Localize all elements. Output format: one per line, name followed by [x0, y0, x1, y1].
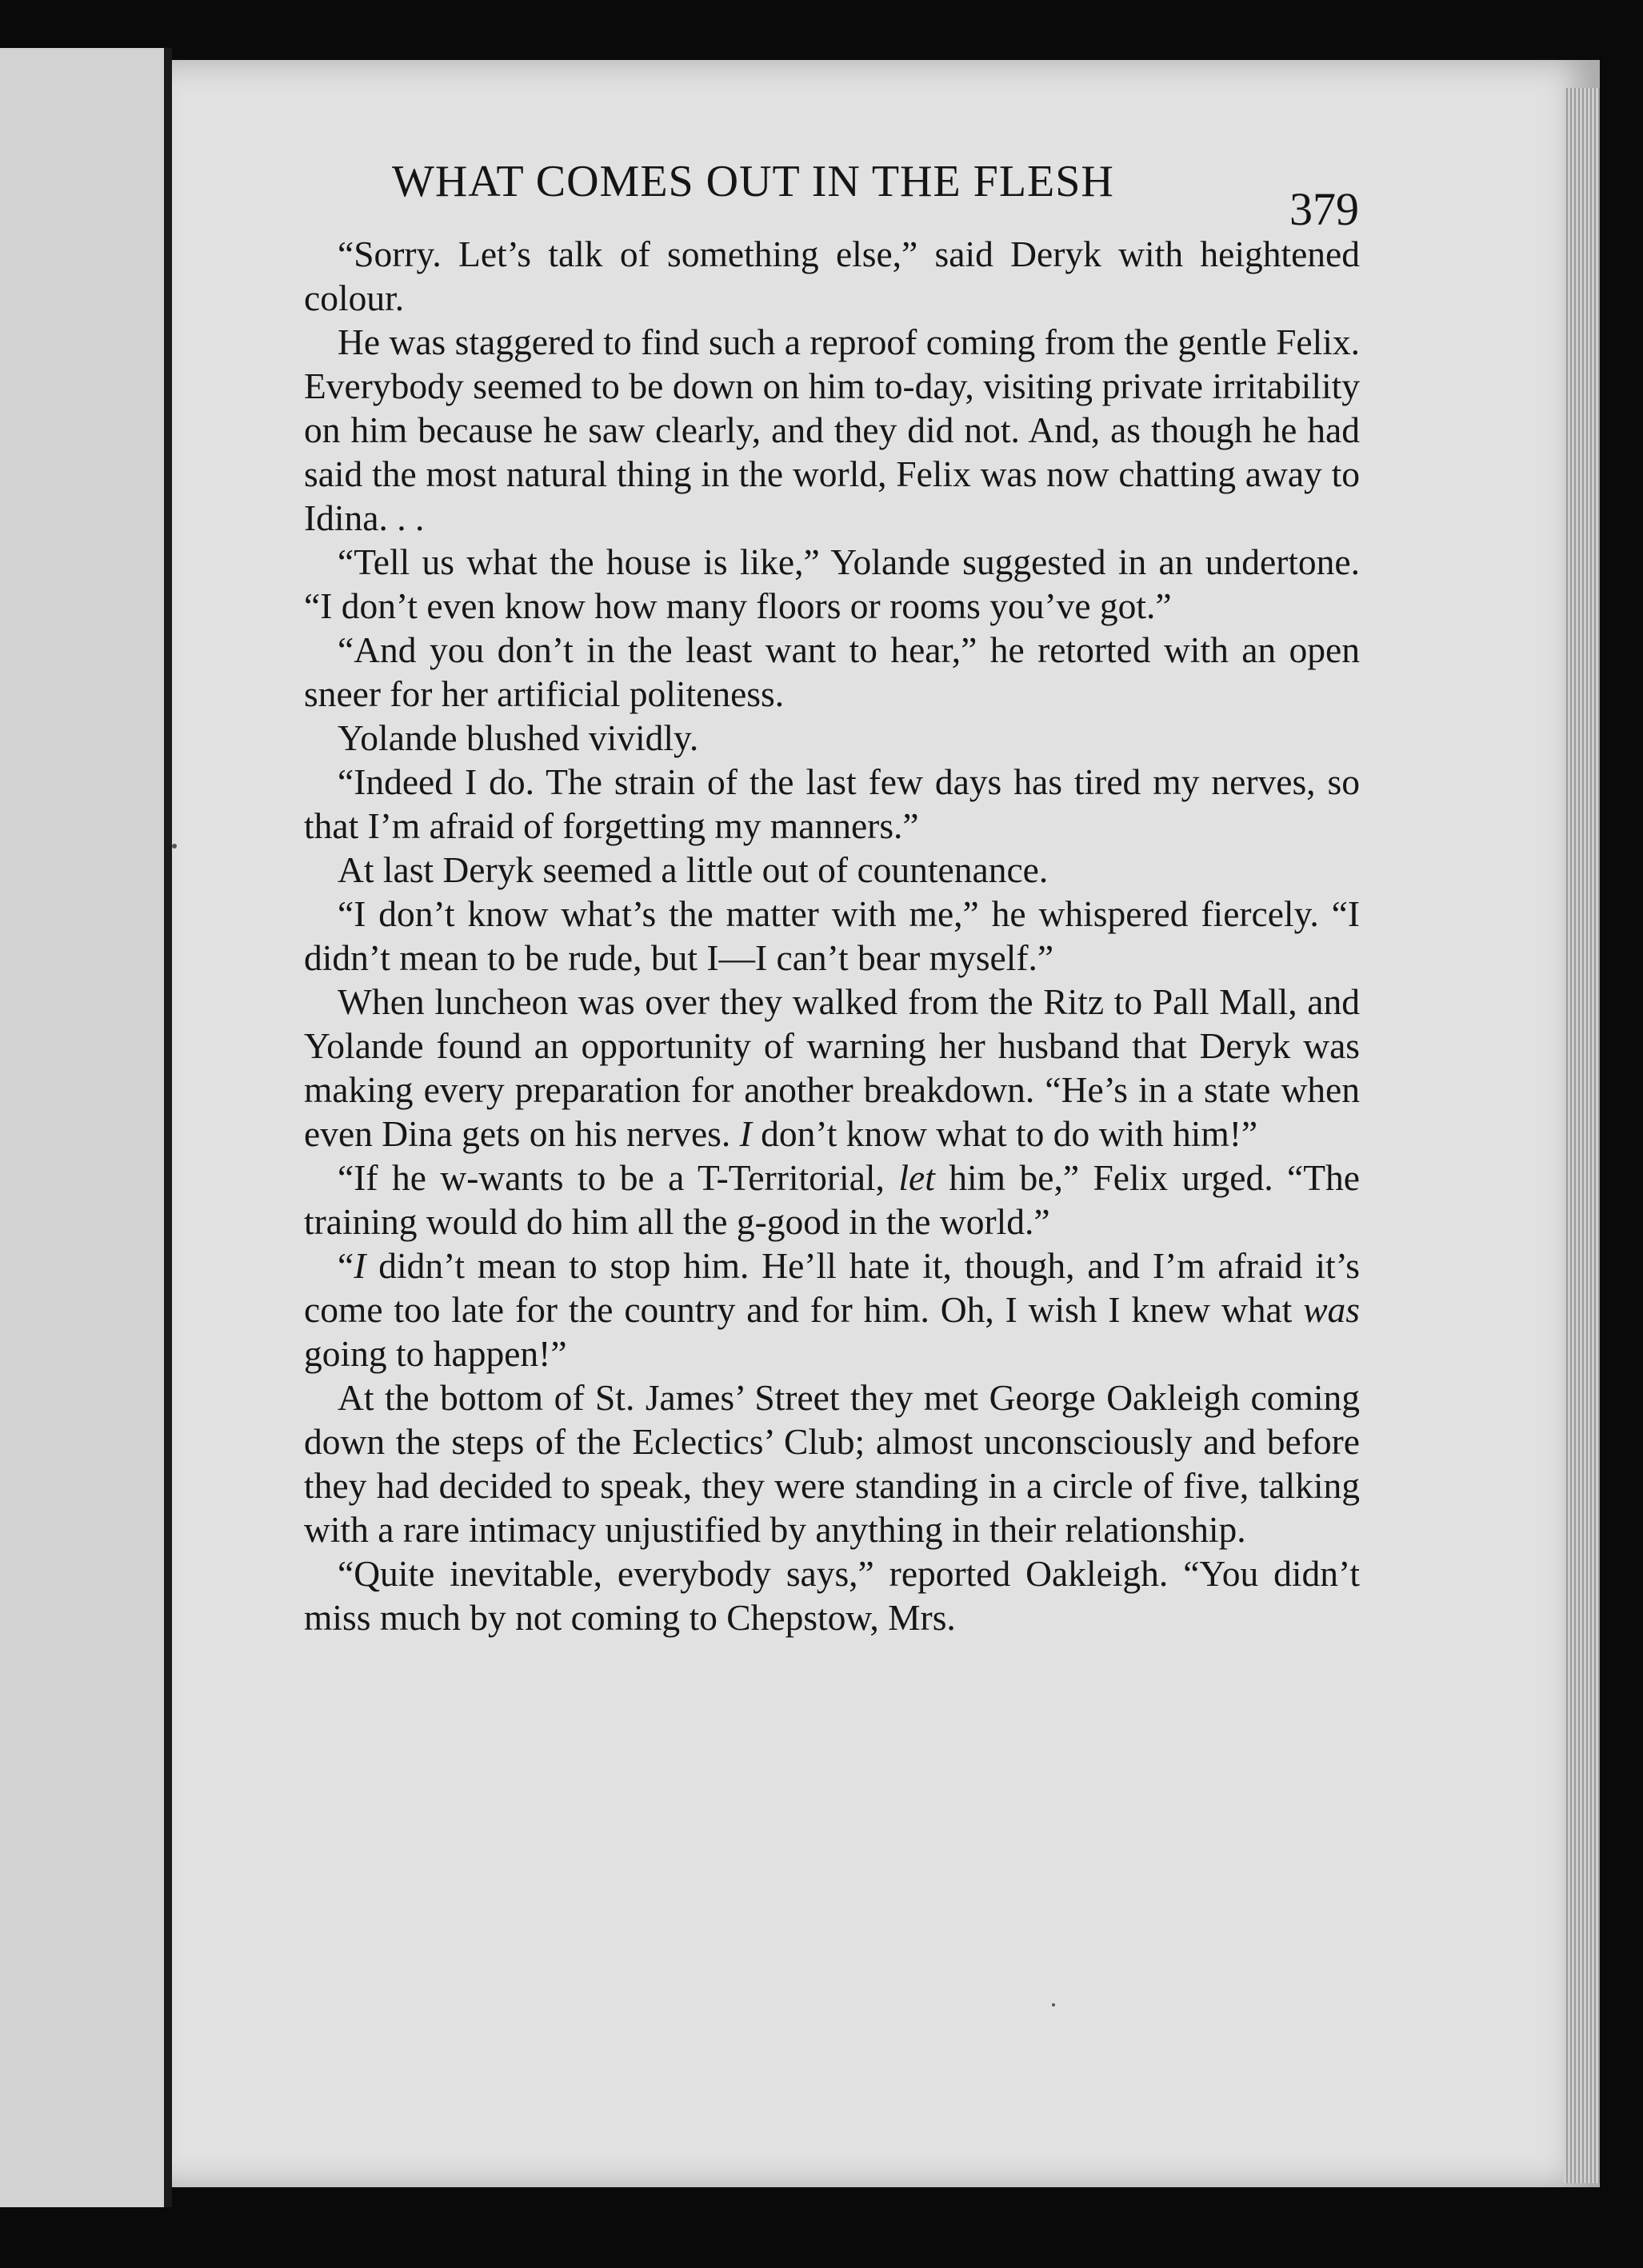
paragraph-text: “: [338, 1245, 354, 1286]
speck-mark: [172, 844, 177, 849]
paragraph: [304, 540, 1360, 628]
paragraph: [304, 892, 1360, 980]
paragraph-text: didn’t mean to stop him. He’ll hate it, though, and I’m afraid it’s come too late for the country and for him. Oh, I wish I knew what: [304, 1245, 1360, 1330]
paragraph-text: “Sorry. Let’s talk of something else,” said Deryk with heightened colour.: [304, 234, 1360, 318]
paragraph: [304, 320, 1360, 540]
paragraph: [304, 980, 1360, 1156]
speck-mark: [1052, 2003, 1055, 2006]
paragraph-text: going to happen!”: [304, 1333, 567, 1374]
paragraph-text: “I don’t know what’s the matter with me,” he whispered fiercely. “I didn’t mean to be rude, but I—I can’t bear myself.”: [304, 893, 1360, 978]
paragraph-text: him be,” Felix urged. “The training would do him all the g-good in the world.”: [304, 1157, 1360, 1242]
body-text: [304, 232, 1360, 1639]
page-number: 379: [1289, 183, 1359, 235]
paragraph-text: “If he w-wants to be a T-Territorial,: [338, 1157, 899, 1198]
paragraph: [304, 1244, 1360, 1376]
italic-text: let: [898, 1157, 935, 1198]
paragraph: [304, 716, 1360, 760]
paragraph-text: At the bottom of St. James’ Street they met George Oakleigh coming down the steps of the Eclectics’ Club; almost unconsciously and before they had decided to speak, they were standing in a circle of five, talking with a rare intimacy unjustified by anything in their relationship.: [304, 1377, 1360, 1550]
paragraph: [304, 628, 1360, 716]
paragraph-text: Yolande blushed vividly.: [338, 717, 699, 758]
paragraph-text: When luncheon was over they walked from the Ritz to Pall Mall, and Yolande found an opportunity of warning her husband that Deryk was making every preparation for another breakdown. “He’s in a state when even Dina gets on his nerves.: [304, 981, 1360, 1154]
running-head-title: WHAT COMES OUT IN THE FLESH: [392, 157, 1114, 206]
paragraph: [304, 1376, 1360, 1551]
paragraph-text: “Tell us what the house is like,” Yolande suggested in an undertone. “I don’t even know how many floors or rooms you’ve got.”: [304, 541, 1360, 626]
paragraph: [304, 1551, 1360, 1639]
paragraph-text: At last Deryk seemed a little out of countenance.: [338, 849, 1049, 890]
paragraph-text: “Quite inevitable, everybody says,” reported Oakleigh. “You didn’t miss much by not coming to Chepstow, Mrs.: [304, 1553, 1360, 1638]
paragraph-text: “Indeed I do. The strain of the last few days has tired my nerves, so that I’m afraid of forgetting my manners.”: [304, 761, 1360, 846]
page-stack-edge: [1564, 88, 1600, 2183]
italic-text: I: [354, 1245, 366, 1286]
italic-text: I: [739, 1113, 752, 1154]
paragraph: [304, 760, 1360, 848]
paragraph: [304, 1156, 1360, 1244]
paragraph-text: He was staggered to find such a reproof coming from the gentle Felix. Everybody seemed to be down on him to-day, visiting private irritability on him because he saw clearly, and they did not. And, as though he had said the most natural thing in the world, Felix was now chatting away to Idina. . .: [304, 321, 1360, 538]
paragraph-text: “And you don’t in the least want to hear,” he retorted with an open sneer for her artificial politeness.: [304, 629, 1360, 714]
book-gutter: [164, 48, 172, 2207]
previous-page-edge: [0, 48, 164, 2207]
paragraph-text: don’t know what to do with him!”: [751, 1113, 1258, 1154]
italic-text: was: [1303, 1289, 1360, 1330]
paragraph: [304, 232, 1360, 320]
paragraph: [304, 848, 1360, 892]
